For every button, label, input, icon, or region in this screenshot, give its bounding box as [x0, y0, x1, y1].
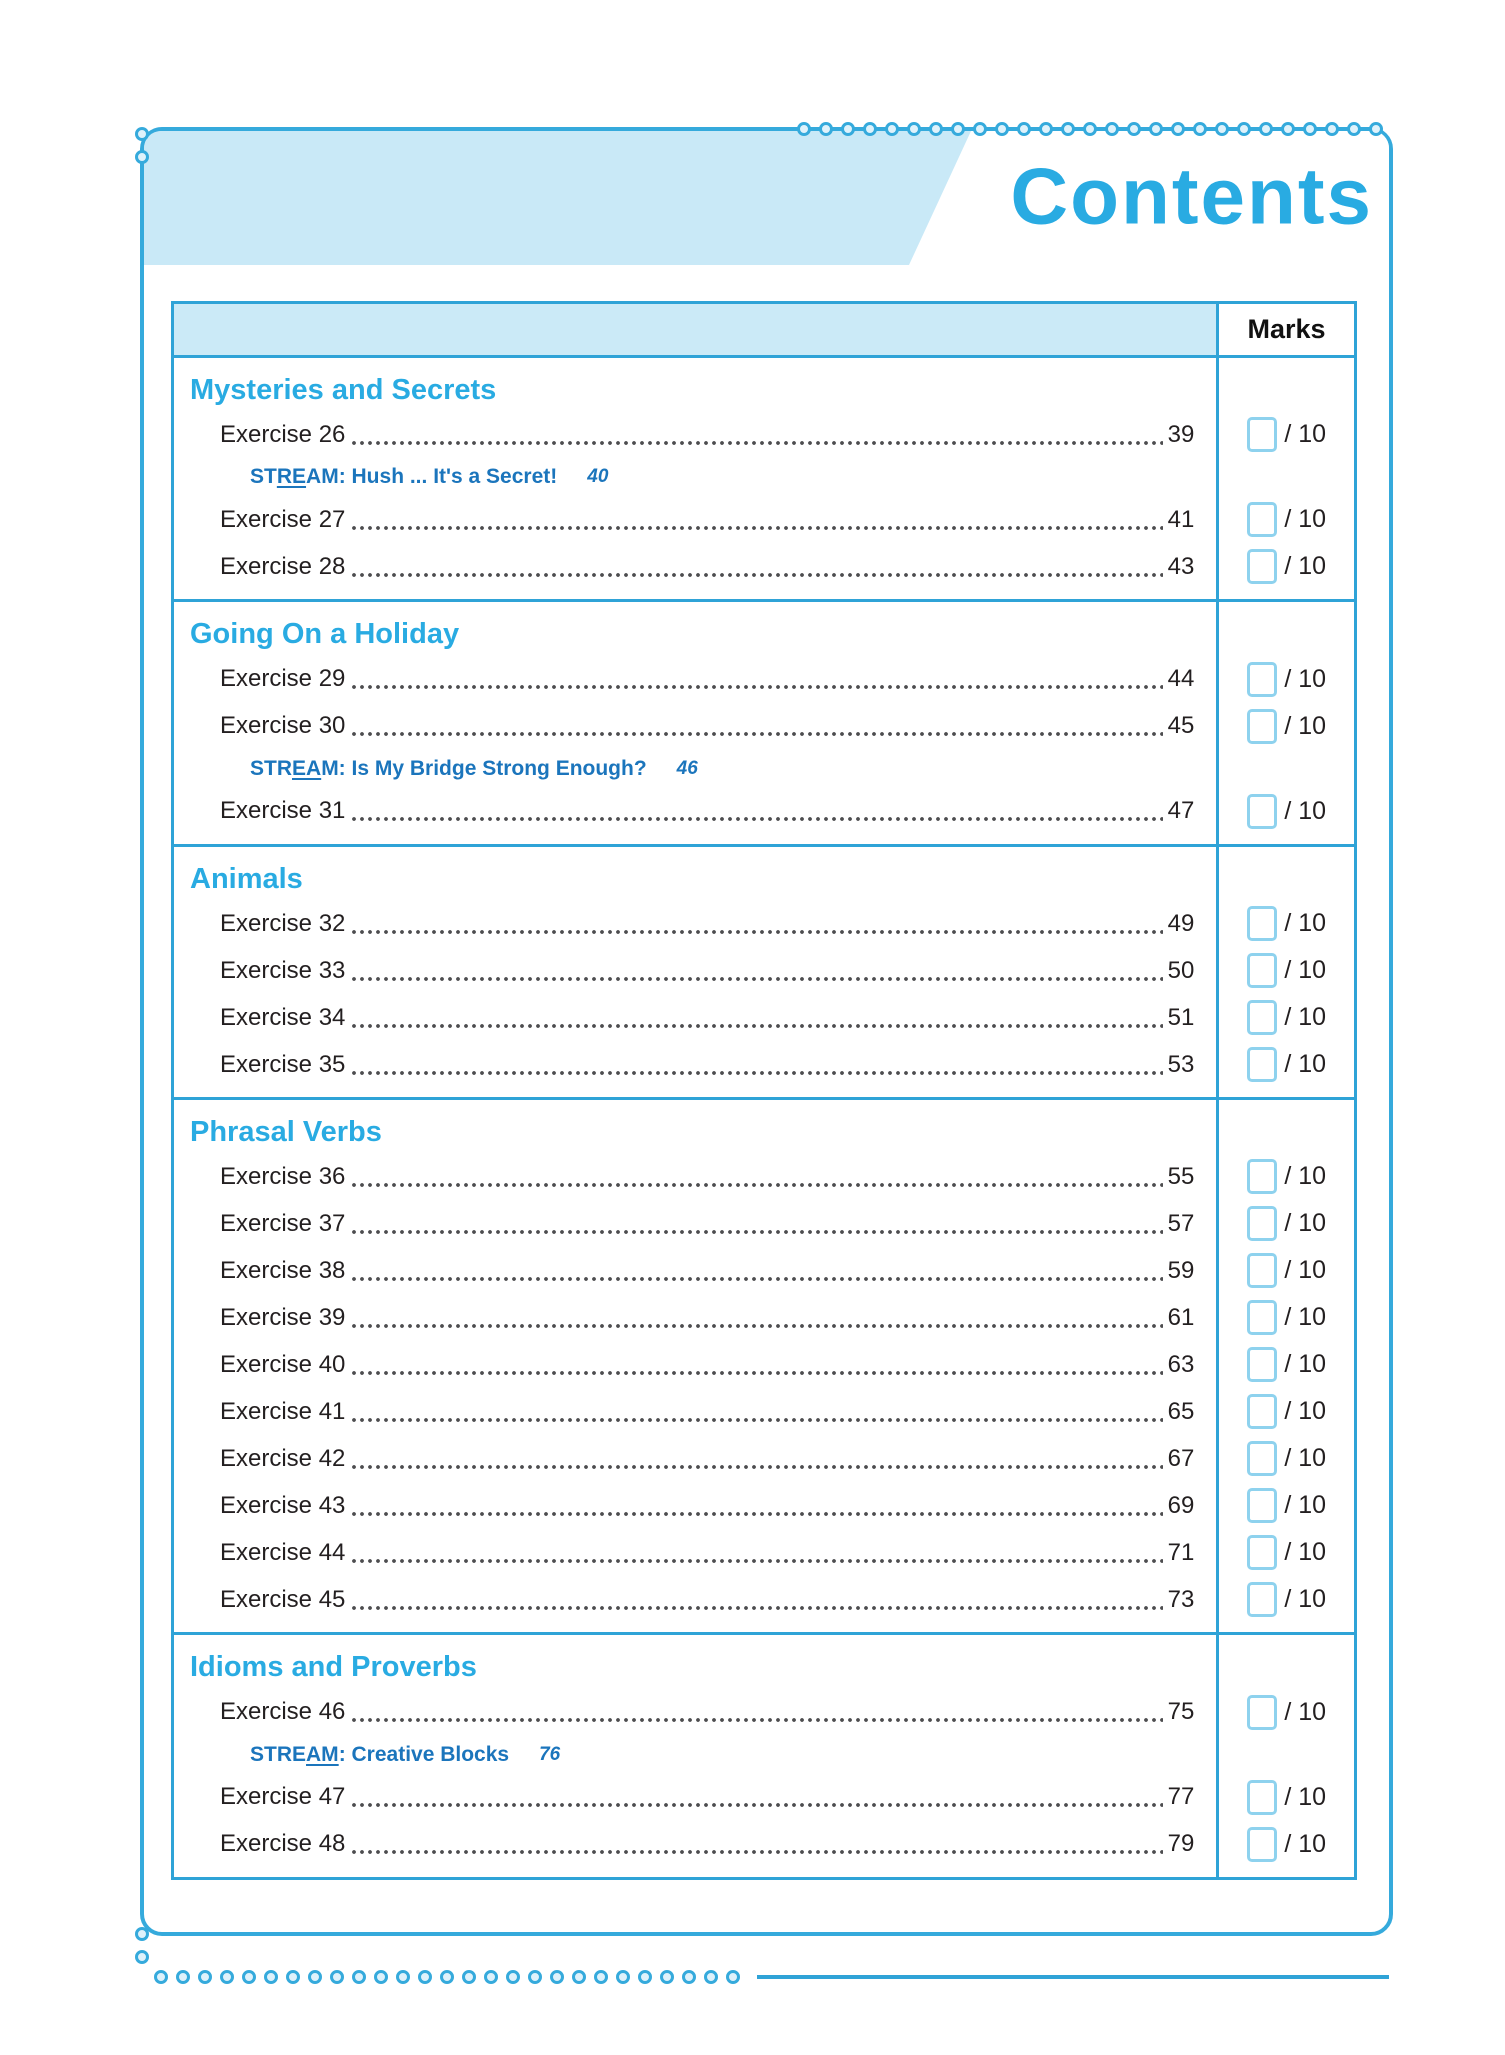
marks-cell: [1219, 947, 1354, 994]
decor-dot: [929, 122, 943, 136]
marks-denominator: / 10: [1284, 1782, 1327, 1811]
toc-section: [174, 1097, 1354, 1632]
marks-denominator: / 10: [1284, 1256, 1327, 1285]
exercise-label: Exercise 30: [220, 712, 346, 740]
decor-dot: [863, 122, 877, 136]
exercise-label: Exercise 41: [220, 1397, 346, 1425]
decor-dot: [1149, 122, 1163, 136]
toc-row-stream: [174, 1736, 1354, 1774]
marks-denominator: / 10: [1284, 1397, 1327, 1426]
marks-box: [1247, 1535, 1277, 1570]
toc-row-entry: [174, 1341, 1216, 1388]
decor-dot: [1127, 122, 1141, 136]
toc-row: [174, 703, 1354, 750]
decor-dot: [1105, 122, 1119, 136]
page-number: 77: [1167, 1783, 1195, 1811]
marks-box: [1247, 1695, 1277, 1730]
exercise-label: Exercise 29: [220, 665, 346, 693]
toc-row: [174, 1529, 1354, 1576]
decor-dot: [1369, 122, 1383, 136]
marks-cell: [1219, 1821, 1354, 1868]
marks-cell: [1219, 1388, 1354, 1435]
marks-box: [1247, 549, 1277, 584]
decor-dot: [1039, 122, 1053, 136]
toc-row-entry: [174, 543, 1216, 590]
marks-box: [1247, 1488, 1277, 1523]
marks-box: [1247, 953, 1277, 988]
decor-dot: [726, 1970, 740, 1984]
decor-dot: [1347, 122, 1361, 136]
marks-box: [1247, 709, 1277, 744]
decor-dot: [506, 1970, 520, 1984]
section-heading: Mysteries and Secrets: [190, 374, 497, 406]
dot-leader: [350, 814, 1162, 824]
page-number: 63: [1167, 1350, 1195, 1378]
page-number: 53: [1167, 1050, 1195, 1078]
marks-box: [1247, 1582, 1277, 1617]
marks-header: Marks: [1247, 314, 1326, 344]
table-header-spacer: [174, 304, 1219, 355]
toc-row-entry: [174, 1041, 1216, 1088]
page-number: 75: [1167, 1698, 1195, 1726]
toc-row: [174, 1341, 1354, 1388]
page-number: 65: [1167, 1397, 1195, 1425]
decor-dot: [374, 1970, 388, 1984]
decor-dot: [484, 1970, 498, 1984]
page-number: 47: [1167, 797, 1195, 825]
toc-row-entry: [174, 1529, 1216, 1576]
decor-dot: [885, 122, 899, 136]
marks-box: [1247, 1347, 1277, 1382]
decor-dot: [819, 122, 833, 136]
toc-section: [174, 1632, 1354, 1876]
toc-row-entry: [174, 656, 1216, 703]
stream-label: STREAM: Hush ... It's a Secret!: [250, 465, 558, 489]
top-dots: [797, 122, 1383, 136]
toc-row-entry: [174, 900, 1216, 947]
marks-cell: [1219, 1153, 1354, 1200]
decor-dot: [135, 1950, 149, 1964]
dot-leader: [350, 682, 1162, 692]
decor-dot: [638, 1970, 652, 1984]
dot-leader: [350, 974, 1162, 984]
bottom-dots: [154, 1970, 740, 1984]
page-number: 45: [1167, 712, 1195, 740]
toc-sections: [174, 358, 1354, 1877]
decor-dot: [418, 1970, 432, 1984]
marks-box: [1247, 1300, 1277, 1335]
marks-denominator: / 10: [1284, 1491, 1327, 1520]
page-number: 61: [1167, 1303, 1195, 1331]
contents-table: [171, 301, 1357, 1880]
toc-row-entry: [174, 1200, 1216, 1247]
decor-dot: [660, 1970, 674, 1984]
toc-row-stream: [174, 750, 1354, 788]
decor-dot: [286, 1970, 300, 1984]
decor-dot: [440, 1970, 454, 1984]
page-number: 39: [1167, 420, 1195, 448]
marks-box: [1247, 502, 1277, 537]
page-number: 73: [1167, 1585, 1195, 1613]
page-number: 57: [1167, 1209, 1195, 1237]
toc-row: [174, 1774, 1354, 1821]
marks-denominator: / 10: [1284, 1350, 1327, 1379]
marks-cell: [1219, 1529, 1354, 1576]
decor-dot: [1193, 122, 1207, 136]
page-number: 59: [1167, 1256, 1195, 1284]
decor-dot: [1325, 122, 1339, 136]
marks-box: [1247, 1206, 1277, 1241]
dot-leader: [350, 523, 1162, 533]
section-heading: Animals: [190, 862, 303, 895]
marks-denominator: / 10: [1284, 1050, 1327, 1079]
toc-row: [174, 947, 1354, 994]
marks-cell: [1219, 543, 1354, 590]
marks-column-divider: [1216, 304, 1219, 1877]
marks-cell: [1219, 1576, 1354, 1623]
dot-leader: [350, 1227, 1162, 1237]
marks-box: [1247, 1000, 1277, 1035]
dot-leader: [350, 1068, 1162, 1078]
page-number: 44: [1167, 665, 1195, 693]
marks-box: [1247, 1159, 1277, 1194]
decor-dot: [973, 122, 987, 136]
dot-leader: [350, 438, 1162, 448]
decor-dot: [135, 127, 149, 141]
decor-dot: [1171, 122, 1185, 136]
marks-denominator: / 10: [1284, 1003, 1327, 1032]
marks-denominator: / 10: [1284, 796, 1327, 825]
section-heading: Going On a Holiday: [190, 618, 460, 651]
stream-label: STREAM: Is My Bridge Strong Enough?: [250, 756, 647, 780]
decor-dot: [176, 1970, 190, 1984]
exercise-label: Exercise 46: [220, 1698, 346, 1726]
marks-cell: [1219, 1341, 1354, 1388]
marks-denominator: / 10: [1284, 1585, 1327, 1614]
marks-box: [1247, 417, 1277, 452]
toc-row-entry: [174, 496, 1216, 543]
decor-dot: [352, 1970, 366, 1984]
toc-row: [174, 1482, 1354, 1529]
exercise-label: Exercise 37: [220, 1209, 346, 1237]
page-number: 69: [1167, 1491, 1195, 1519]
marks-cell: [1219, 1247, 1354, 1294]
decor-dot: [1237, 122, 1251, 136]
toc-section: [174, 844, 1354, 1097]
decor-dot: [616, 1970, 630, 1984]
marks-denominator: / 10: [1284, 1538, 1327, 1567]
page-number: 51: [1167, 1003, 1195, 1031]
decor-dot: [594, 1970, 608, 1984]
exercise-label: Exercise 36: [220, 1162, 346, 1190]
decor-dot: [528, 1970, 542, 1984]
page-number: 79: [1167, 1830, 1195, 1858]
decor-dot: [572, 1970, 586, 1984]
exercise-label: Exercise 26: [220, 420, 346, 448]
dot-leader: [350, 1462, 1162, 1472]
marks-denominator: / 10: [1284, 505, 1327, 534]
page-number: 49: [1167, 909, 1195, 937]
exercise-label: Exercise 40: [220, 1350, 346, 1378]
decor-dot: [907, 122, 921, 136]
page-number: 67: [1167, 1444, 1195, 1472]
toc-row: [174, 1689, 1354, 1736]
toc-row-entry: [174, 788, 1216, 835]
marks-box: [1247, 1780, 1277, 1815]
marks-cell: [1219, 788, 1354, 835]
marks-cell: [1219, 1435, 1354, 1482]
dot-leader: [350, 1556, 1162, 1566]
marks-denominator: / 10: [1284, 1162, 1327, 1191]
toc-row: [174, 1247, 1354, 1294]
marks-box: [1247, 1047, 1277, 1082]
dot-leader: [350, 1800, 1162, 1810]
toc-row-entry: [174, 1821, 1216, 1868]
marks-box: [1247, 1827, 1277, 1862]
page-number: 41: [1167, 505, 1195, 533]
dot-leader: [350, 1847, 1162, 1857]
bottom-decor-line: [757, 1975, 1389, 1979]
dot-leader: [350, 1180, 1162, 1190]
toc-row-entry: [174, 994, 1216, 1041]
exercise-label: Exercise 42: [220, 1444, 346, 1472]
stream-entry: [174, 1736, 1219, 1774]
marks-denominator: / 10: [1284, 1697, 1327, 1726]
marks-cell: [1219, 1774, 1354, 1821]
exercise-label: Exercise 35: [220, 1050, 346, 1078]
toc-row: [174, 656, 1354, 703]
page-title: Contents: [1010, 151, 1373, 241]
stream-entry: [174, 458, 1219, 496]
toc-row-entry: [174, 1435, 1216, 1482]
marks-cell: [1219, 496, 1354, 543]
page-number: 55: [1167, 1162, 1195, 1190]
decor-dot: [1281, 122, 1295, 136]
dot-leader: [350, 927, 1162, 937]
marks-denominator: / 10: [1284, 1829, 1327, 1858]
marks-cell: [1219, 1689, 1354, 1736]
marks-denominator: / 10: [1284, 552, 1327, 581]
toc-row: [174, 1200, 1354, 1247]
stream-entry: [174, 750, 1219, 788]
decor-dot: [682, 1970, 696, 1984]
decor-dot: [264, 1970, 278, 1984]
toc-row-entry: [174, 1388, 1216, 1435]
toc-section: [174, 358, 1354, 599]
decor-dot: [154, 1970, 168, 1984]
exercise-label: Exercise 28: [220, 552, 346, 580]
dot-leader: [350, 729, 1162, 739]
decor-dot: [242, 1970, 256, 1984]
section-heading: Phrasal Verbs: [190, 1116, 382, 1149]
decor-dot: [330, 1970, 344, 1984]
exercise-label: Exercise 33: [220, 956, 346, 984]
header-band: [144, 131, 1389, 265]
exercise-label: Exercise 31: [220, 797, 346, 825]
table-header-row: [174, 304, 1354, 358]
marks-denominator: / 10: [1284, 420, 1327, 449]
marks-cell: [1219, 900, 1354, 947]
marks-box: [1247, 794, 1277, 829]
section-heading: Idioms and Proverbs: [190, 1651, 477, 1684]
decor-dot: [396, 1970, 410, 1984]
decor-dot: [462, 1970, 476, 1984]
dot-leader: [350, 1603, 1162, 1613]
decor-dot: [1017, 122, 1031, 136]
marks-cell: [1219, 703, 1354, 750]
exercise-label: Exercise 27: [220, 505, 346, 533]
toc-row-entry: [174, 703, 1216, 750]
toc-row-entry: [174, 1153, 1216, 1200]
decor-dot: [704, 1970, 718, 1984]
marks-denominator: / 10: [1284, 1303, 1327, 1332]
toc-row-entry: [174, 1482, 1216, 1529]
exercise-label: Exercise 45: [220, 1585, 346, 1613]
exercise-label: Exercise 39: [220, 1303, 346, 1331]
marks-box: [1247, 1394, 1277, 1429]
marks-cell: [1219, 1200, 1354, 1247]
dot-leader: [350, 1368, 1162, 1378]
decor-dot: [550, 1970, 564, 1984]
toc-row: [174, 1388, 1354, 1435]
marks-box: [1247, 906, 1277, 941]
marks-cell: [1219, 1482, 1354, 1529]
toc-section: [174, 599, 1354, 843]
decor-dot: [1259, 122, 1273, 136]
decor-dot: [1083, 122, 1097, 136]
toc-row: [174, 1294, 1354, 1341]
toc-row-entry: [174, 1247, 1216, 1294]
marks-cell: [1219, 656, 1354, 703]
exercise-label: Exercise 34: [220, 1003, 346, 1031]
toc-row: [174, 1153, 1354, 1200]
dot-leader: [350, 1715, 1162, 1725]
toc-row-entry: [174, 411, 1216, 458]
exercise-label: Exercise 48: [220, 1830, 346, 1858]
page-frame: [140, 127, 1393, 1936]
exercise-label: Exercise 43: [220, 1491, 346, 1519]
toc-row: [174, 1821, 1354, 1868]
toc-row-entry: [174, 1294, 1216, 1341]
toc-row-entry: [174, 1576, 1216, 1623]
page-number: 50: [1167, 956, 1195, 984]
decor-dot: [1303, 122, 1317, 136]
toc-row-entry: [174, 1689, 1216, 1736]
decor-dot: [135, 150, 149, 164]
marks-cell: [1219, 1041, 1354, 1088]
decor-dot: [797, 122, 811, 136]
toc-row: [174, 788, 1354, 835]
marks-denominator: / 10: [1284, 1444, 1327, 1473]
toc-row: [174, 900, 1354, 947]
marks-denominator: / 10: [1284, 909, 1327, 938]
toc-row-entry: [174, 947, 1216, 994]
stream-page-number: 40: [587, 466, 609, 488]
dot-leader: [350, 570, 1162, 580]
marks-denominator: / 10: [1284, 711, 1327, 740]
stream-page-number: 76: [539, 1743, 561, 1765]
decor-dot: [951, 122, 965, 136]
dot-leader: [350, 1021, 1162, 1031]
decor-dot: [1215, 122, 1229, 136]
toc-row: [174, 411, 1354, 458]
dot-leader: [350, 1274, 1162, 1284]
marks-cell: [1219, 994, 1354, 1041]
page-number: 71: [1167, 1538, 1195, 1566]
decor-dot: [198, 1970, 212, 1984]
exercise-label: Exercise 44: [220, 1538, 346, 1566]
dot-leader: [350, 1509, 1162, 1519]
dot-leader: [350, 1321, 1162, 1331]
marks-box: [1247, 662, 1277, 697]
marks-denominator: / 10: [1284, 664, 1327, 693]
stream-label: STREAM: Creative Blocks: [250, 1742, 510, 1766]
marks-denominator: / 10: [1284, 1209, 1327, 1238]
marks-cell: [1219, 1294, 1354, 1341]
decor-dot: [841, 122, 855, 136]
toc-row: [174, 1435, 1354, 1482]
toc-row-entry: [174, 1774, 1216, 1821]
toc-row: [174, 1576, 1354, 1623]
toc-row: [174, 543, 1354, 590]
decor-dot: [1061, 122, 1075, 136]
marks-box: [1247, 1253, 1277, 1288]
exercise-label: Exercise 47: [220, 1783, 346, 1811]
marks-denominator: / 10: [1284, 956, 1327, 985]
stream-page-number: 46: [676, 757, 698, 779]
decor-dot: [220, 1970, 234, 1984]
page-number: 43: [1167, 552, 1195, 580]
marks-cell: [1219, 411, 1354, 458]
exercise-label: Exercise 32: [220, 909, 346, 937]
decor-dot: [135, 1927, 149, 1941]
toc-row: [174, 496, 1354, 543]
exercise-label: Exercise 38: [220, 1256, 346, 1284]
decor-dot: [308, 1970, 322, 1984]
toc-row: [174, 1041, 1354, 1088]
toc-row: [174, 994, 1354, 1041]
decor-dot: [995, 122, 1009, 136]
dot-leader: [350, 1415, 1162, 1425]
marks-box: [1247, 1441, 1277, 1476]
toc-row-stream: [174, 458, 1354, 496]
